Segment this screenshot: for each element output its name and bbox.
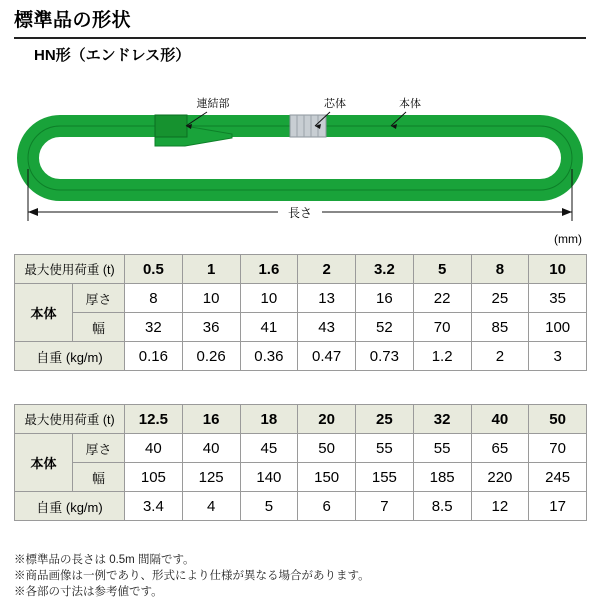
value-cell: 32 xyxy=(125,313,183,342)
capacity-cell: 1.6 xyxy=(240,255,298,284)
row-label-thickness: 厚さ xyxy=(73,284,125,313)
spec-table-2-wrap xyxy=(14,404,586,521)
value-cell: 8 xyxy=(125,284,183,313)
header-divider xyxy=(14,37,586,39)
value-cell: 0.36 xyxy=(240,342,298,371)
note-line: ※各部の寸法は参考値です。 xyxy=(14,586,163,598)
value-cell: 55 xyxy=(356,434,414,463)
value-cell: 40 xyxy=(125,434,183,463)
value-cell: 4 xyxy=(182,492,240,521)
table-row xyxy=(15,342,587,371)
notes-block xyxy=(14,552,586,600)
value-cell: 2 xyxy=(471,342,529,371)
capacity-cell: 0.5 xyxy=(125,255,183,284)
value-cell: 16 xyxy=(356,284,414,313)
value-cell: 150 xyxy=(298,463,356,492)
page-title: 標準品の形状 xyxy=(14,10,132,31)
note-line: ※標準品の長さは 0.5m 間隔です。 xyxy=(14,554,195,566)
spec-table-1-wrap xyxy=(14,254,586,371)
value-cell: 0.26 xyxy=(182,342,240,371)
capacity-header-2: 最大使用荷重 (t) xyxy=(15,405,125,434)
value-cell: 100 xyxy=(529,313,587,342)
weight-label-1: 自重 (kg/m) xyxy=(15,342,125,371)
value-cell: 25 xyxy=(471,284,529,313)
value-cell: 50 xyxy=(298,434,356,463)
value-cell: 7 xyxy=(356,492,414,521)
value-cell: 6 xyxy=(298,492,356,521)
value-cell: 220 xyxy=(471,463,529,492)
table-row xyxy=(15,405,587,434)
value-cell: 36 xyxy=(182,313,240,342)
value-cell: 17 xyxy=(529,492,587,521)
value-cell: 45 xyxy=(240,434,298,463)
table-row xyxy=(15,255,587,284)
capacity-cell: 40 xyxy=(471,405,529,434)
capacity-cell: 5 xyxy=(413,255,471,284)
capacity-header-1: 最大使用荷重 (t) xyxy=(15,255,125,284)
capacity-cell: 20 xyxy=(298,405,356,434)
value-cell: 35 xyxy=(529,284,587,313)
capacity-cell: 2 xyxy=(298,255,356,284)
value-cell: 140 xyxy=(240,463,298,492)
capacity-cell: 12.5 xyxy=(125,405,183,434)
value-cell: 5 xyxy=(240,492,298,521)
table-row xyxy=(15,434,587,463)
value-cell: 105 xyxy=(125,463,183,492)
section-subtitle: HN形（エンドレス形） xyxy=(34,47,191,64)
spec-table-1 xyxy=(14,254,587,371)
capacity-cell: 3.2 xyxy=(356,255,414,284)
callout-label-core: 芯体 xyxy=(324,98,346,110)
table-row xyxy=(15,284,587,313)
value-cell: 40 xyxy=(182,434,240,463)
page-header xyxy=(14,10,586,39)
capacity-cell: 16 xyxy=(182,405,240,434)
value-cell: 1.2 xyxy=(413,342,471,371)
value-cell: 10 xyxy=(240,284,298,313)
table-row xyxy=(15,463,587,492)
body-label-2: 本体 xyxy=(15,434,73,492)
value-cell: 0.73 xyxy=(356,342,414,371)
table-row xyxy=(15,313,587,342)
value-cell: 70 xyxy=(413,313,471,342)
capacity-cell: 8 xyxy=(471,255,529,284)
value-cell: 13 xyxy=(298,284,356,313)
row-label-width: 幅 xyxy=(73,313,125,342)
value-cell: 52 xyxy=(356,313,414,342)
value-cell: 245 xyxy=(529,463,587,492)
callout-label-body: 本体 xyxy=(399,98,421,110)
capacity-cell: 32 xyxy=(413,405,471,434)
value-cell: 43 xyxy=(298,313,356,342)
value-cell: 185 xyxy=(413,463,471,492)
note-line: ※商品画像は一例であり、形式により仕様が異なる場合があります。 xyxy=(14,570,370,582)
value-cell: 22 xyxy=(413,284,471,313)
length-dimension-label: 長さ xyxy=(287,206,313,220)
unit-label: (mm) xyxy=(554,232,582,246)
core-band-shape xyxy=(290,115,326,137)
value-cell: 10 xyxy=(182,284,240,313)
value-cell: 65 xyxy=(471,434,529,463)
capacity-cell: 18 xyxy=(240,405,298,434)
value-cell: 0.47 xyxy=(298,342,356,371)
sling-diagram xyxy=(0,66,600,236)
callout-label-connection: 連結部 xyxy=(196,98,230,110)
value-cell: 41 xyxy=(240,313,298,342)
spec-table-2 xyxy=(14,404,587,521)
value-cell: 8.5 xyxy=(413,492,471,521)
value-cell: 85 xyxy=(471,313,529,342)
value-cell: 3 xyxy=(529,342,587,371)
value-cell: 0.16 xyxy=(125,342,183,371)
table-row xyxy=(15,492,587,521)
value-cell: 55 xyxy=(413,434,471,463)
capacity-cell: 50 xyxy=(529,405,587,434)
value-cell: 125 xyxy=(182,463,240,492)
value-cell: 3.4 xyxy=(125,492,183,521)
weight-label-2: 自重 (kg/m) xyxy=(15,492,125,521)
value-cell: 70 xyxy=(529,434,587,463)
capacity-cell: 25 xyxy=(356,405,414,434)
capacity-cell: 1 xyxy=(182,255,240,284)
capacity-cell: 10 xyxy=(529,255,587,284)
value-cell: 155 xyxy=(356,463,414,492)
value-cell: 12 xyxy=(471,492,529,521)
row-label-width: 幅 xyxy=(73,463,125,492)
body-label-1: 本体 xyxy=(15,284,73,342)
row-label-thickness: 厚さ xyxy=(73,434,125,463)
